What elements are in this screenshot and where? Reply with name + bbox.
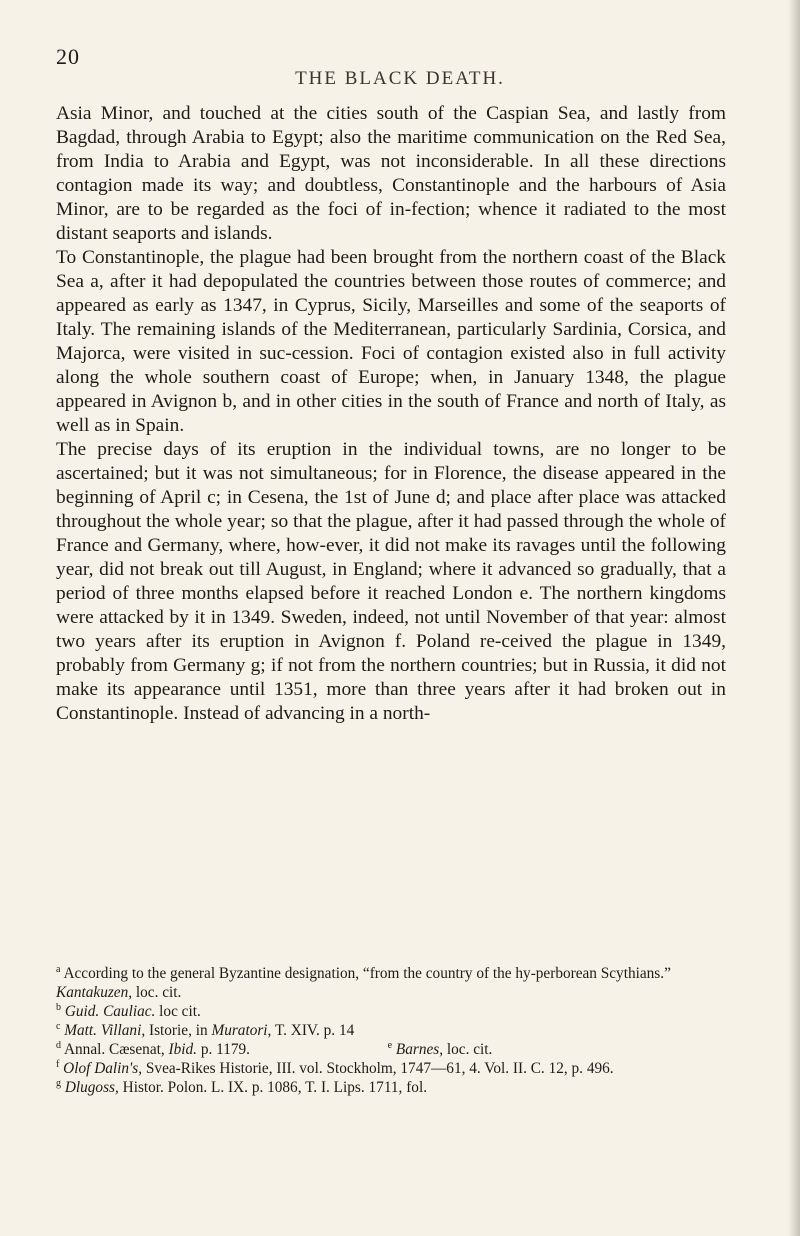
footnote-f [56, 1059, 726, 1078]
footnote-text: Istorie, in [148, 1022, 208, 1039]
footnote-tail: p. 1179. [200, 1041, 250, 1058]
running-title: THE BLACK DEATH. [295, 68, 505, 89]
page-header [0, 8, 800, 89]
footnote-c [56, 1021, 726, 1040]
footnote-author: Olof Dalin's, [63, 1060, 143, 1077]
footnote-author-2: Muratori, [211, 1022, 272, 1039]
footnote-mark: a [56, 963, 61, 975]
footnote-tail: loc. cit. [135, 984, 182, 1001]
footnote-tail: Svea-Rikes Historie, III. vol. Stockholm, 1747—61, 4. Vol. II. C. 12, p. 496. [145, 1060, 614, 1077]
footnote-mark: d [56, 1039, 61, 1051]
footnote-author: Barnes, [395, 1041, 444, 1058]
footnote-tail: T. XIV. p. 14 [274, 1022, 355, 1039]
paragraph-3: The precise days of its eruption in the individual towns, are no longer to be ascertained; but it was not simultaneous; for in Florence, the disease appeared in the beginning of April c; in Cesena, the 1st of June d; and place after place was attacked throughout the whole year; so that the plague, after it had passed through the whole of France and Germany, where, how-ever, it did not make its ravages until the following year, did not break out till August, in England; where it advanced so gradually, that a period of three months elapsed before it reached London e. The northern kingdoms were attacked by it in 1349. Sweden, indeed, not until November of that year: almost two years after its eruption in Avignon f. Poland re-ceived the plague in 1349, probably from Germany g; if not from the northern countries; but in Russia, it did not make its appearance until 1351, more than three years after it had broken out in Constantinople. Instead of advancing in a north- [56, 439, 726, 724]
footnote-tail: loc cit. [159, 1003, 201, 1020]
footnote-tail: loc. cit. [446, 1041, 493, 1058]
paragraph-2: To Constantinople, the plague had been brought from the northern coast of the Black Sea a, after it had depopulated the countries between those routes of commerce; and appeared as early as 1347, in Cyprus, Sicily, Marseilles and some of the seaports of Italy. The remaining islands of the Mediterranean, particularly Sardinia, Corsica, and Majorca, were visited in suc-cession. Foci of contagion existed also in full activity along the whole southern coast of Europe; when, in January 1348, the plague appeared in Avignon b, and in other cities in the south of France and north of Italy, as well as in Spain. [56, 247, 726, 436]
footnote-tail: Histor. Polon. L. IX. p. 1086, T. I. Lips. 1711, fol. [122, 1079, 428, 1096]
footnote-d-e [56, 1040, 726, 1059]
page-number: 20 [56, 44, 80, 69]
footnotes [56, 964, 726, 1097]
footnote-text: According to the general Byzantine designation, “from the country of the hy-perborean Scythians.” [63, 965, 671, 982]
footnote-a [56, 964, 726, 1002]
footnote-mark: g [56, 1077, 61, 1089]
page-edge-shadow [788, 0, 800, 1236]
footnote-mark: f [56, 1058, 60, 1070]
footnote-mark: b [56, 1001, 61, 1013]
footnote-b [56, 1002, 726, 1021]
footnote-mark: c [56, 1020, 61, 1032]
footnote-text: Annal. Cæsenat, [63, 1041, 165, 1058]
footnote-mark: e [387, 1039, 393, 1051]
footnote-g [56, 1078, 726, 1097]
footnote-author: Dlugoss, [64, 1079, 119, 1096]
footnote-ibid: Ibid. [168, 1041, 197, 1058]
paragraph-1: Asia Minor, and touched at the cities south of the Caspian Sea, and lastly from Bagdad, through Arabia to Egypt; also the maritime communication on the Red Sea, from India to Arabia and Egypt, was not inconsiderable. In all these directions contagion made its way; and doubtless, Constantinople and the harbours of Asia Minor, are to be regarded as the foci of in-fection; whence it radiated to the most distant seaports and islands. [56, 103, 726, 244]
main-text [56, 102, 726, 726]
footnote-author: Matt. Villani, [64, 1022, 146, 1039]
footnote-author: Guid. Cauliac. [64, 1003, 156, 1020]
footnote-author: Kantakuzen, [56, 984, 133, 1001]
